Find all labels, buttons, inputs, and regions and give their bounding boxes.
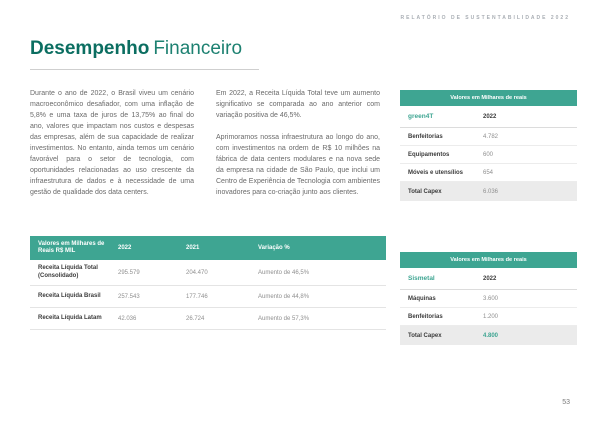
company-year: 2022 [483, 275, 497, 282]
table-row [30, 286, 386, 308]
capex-table-header: Valores em Milhares de reais [400, 90, 577, 106]
report-header-label: RELATÓRIO DE SUSTENTABILIDADE 2022 [400, 15, 570, 21]
company-row [400, 106, 577, 128]
row-value: 4.782 [483, 133, 499, 140]
row-variation: Aumento de 44,8% [258, 293, 310, 300]
revenue-header-2021: 2021 [186, 245, 200, 251]
page-number: 53 [562, 399, 570, 406]
total-label: Total Capex [408, 332, 442, 339]
capex-table-sismetal [400, 252, 577, 345]
body-paragraph-2: Em 2022, a Receita Líquida Total teve um aumento significativo se comparada ao ano anterior com variação positiva de 46,5%. [216, 90, 380, 119]
row-label: Receita Líquida Latam [38, 314, 102, 321]
row-label: Máquinas [408, 295, 436, 302]
row-value-2021: 204.470 [186, 269, 208, 276]
body-text-columns [30, 88, 380, 198]
row-value: 600 [483, 151, 494, 158]
table-row [400, 308, 577, 326]
body-paragraph-3: Aprimoramos nossa infraestrutura ao longo do ano, com investimentos na ordem de R$ 10 milhões na fábrica de data centers modulares e na nova sede da empresa na cidade de São Paulo, que inclui um Centro de Experiência de Tecnologia com ambientes inovadores para co-criação junto aos clientes. [216, 134, 380, 196]
row-variation: Aumento de 46,5% [258, 269, 310, 276]
row-label: Equipamentos [408, 151, 450, 158]
row-label: Receita Líquida Brasil [38, 292, 101, 299]
revenue-header-label: Valores em Milhares de Reais R$ MIL [38, 240, 105, 254]
company-name: green4T [408, 113, 434, 120]
revenue-header-variation: Variação % [258, 245, 290, 251]
table-row [400, 164, 577, 182]
row-label: Móveis e utensílios [408, 169, 464, 176]
company-year: 2022 [483, 113, 497, 120]
page-title-light: Financeiro [153, 38, 243, 59]
capex-table-header: Valores em Milhares de reais [400, 252, 577, 268]
row-value-2021: 26.724 [186, 315, 205, 322]
row-value-2021: 177.746 [186, 293, 208, 300]
capex-table-green4t [400, 90, 577, 201]
total-value: 4.800 [483, 332, 499, 339]
row-value-2022: 295.579 [118, 269, 140, 276]
table-row [400, 128, 577, 146]
row-variation: Aumento de 57,3% [258, 315, 310, 322]
body-column-1 [30, 88, 194, 198]
row-value: 3.600 [483, 295, 499, 302]
table-row [400, 146, 577, 164]
total-row [400, 326, 577, 345]
total-value: 6.036 [483, 188, 499, 195]
row-value: 1.200 [483, 313, 499, 320]
revenue-table-header [30, 236, 386, 260]
page-title-bold: Desempenho [30, 38, 150, 59]
row-value-2022: 257.543 [118, 293, 140, 300]
company-row [400, 268, 577, 290]
revenue-header-2022: 2022 [118, 245, 132, 251]
company-name: Sismetal [408, 275, 435, 282]
total-row [400, 182, 577, 201]
row-value-2022: 42.036 [118, 315, 137, 322]
total-label: Total Capex [408, 188, 442, 195]
table-row [400, 290, 577, 308]
body-paragraph-1: Durante o ano de 2022, o Brasil viveu um cenário macroeconômico desafiador, com uma inflação de 5,8% e uma taxa de juros de 13,75% ao final do ano, valores que impactam nos custos e despesas das empresas, além de sua capacidade de realizar investimentos. No entanto, ainda temos um cenário favorável para o setor de tecnologia, com oportunidades relacionadas ao uso crescente da infraestrutura de dados e à necessidade de uma gestão de qualidade dos data centers. [30, 90, 194, 196]
row-label: Benfeitorias [408, 133, 443, 140]
row-label: Benfeitorias [408, 313, 443, 320]
row-value: 654 [483, 169, 494, 176]
revenue-table [30, 236, 386, 330]
table-row [30, 308, 386, 330]
body-column-2 [216, 88, 380, 198]
row-label: Receita Líquida Total (Consolidado) [38, 265, 98, 279]
page-title [30, 38, 259, 70]
table-row [30, 260, 386, 286]
